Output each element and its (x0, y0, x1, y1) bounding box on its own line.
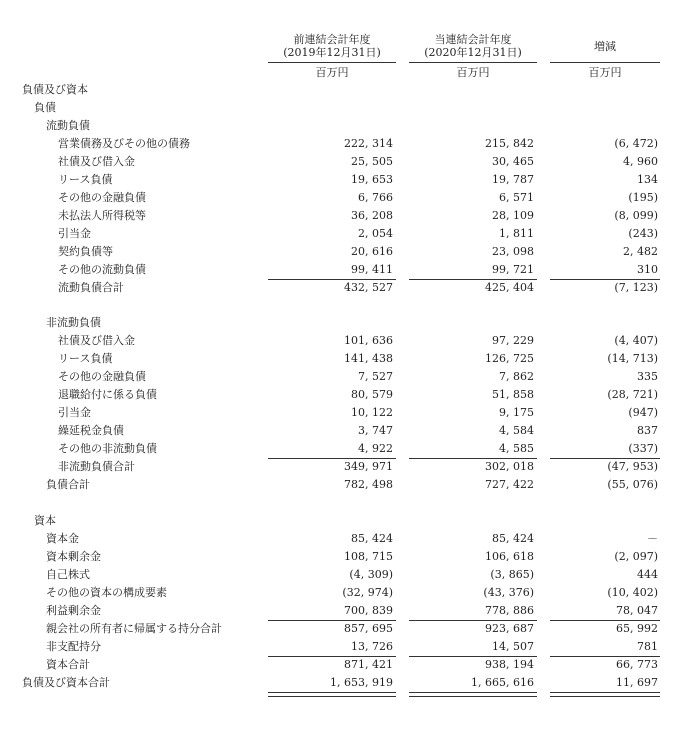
value-change: 837 (637, 424, 658, 437)
row-non-current-liabilities-total (0, 458, 695, 475)
row-label: 負債合計 (46, 478, 90, 491)
value-change: 134 (637, 173, 658, 186)
value-prior: 2, 054 (358, 227, 393, 240)
value-change: 2, 482 (623, 245, 658, 258)
row-label: 退職給付に係る負債 (58, 388, 157, 401)
row-owners-equity-total (0, 620, 695, 637)
value-current: 938, 194 (485, 658, 534, 671)
value-prior: 4, 922 (358, 442, 393, 455)
value-prior: 99, 411 (351, 263, 393, 276)
value-current: 425, 404 (485, 281, 534, 294)
value-current: 28, 109 (492, 209, 534, 222)
value-current: 1, 665, 616 (471, 676, 534, 689)
value-prior: 782, 498 (344, 478, 393, 491)
value-change: 66, 773 (616, 658, 658, 671)
value-current: 302, 018 (485, 460, 534, 473)
value-prior: 700, 839 (344, 604, 393, 617)
value-current: 85, 424 (492, 532, 534, 545)
row-label: その他の金融負債 (58, 370, 146, 383)
row-label: 営業債務及びその他の債務 (58, 137, 190, 150)
header-col3-title: 増減 (594, 40, 616, 53)
value-current: 215, 842 (485, 137, 534, 150)
value-current: 14, 507 (492, 640, 534, 653)
value-current: 23, 098 (492, 245, 534, 258)
row-label: 流動負債 (46, 119, 90, 132)
row-liabilities-and-equity (0, 81, 695, 98)
table-row (0, 153, 695, 170)
row-label: 負債及び資本合計 (22, 676, 110, 689)
row-label: その他の金融負債 (58, 191, 146, 204)
value-change: (6, 472) (614, 137, 658, 150)
value-prior: 36, 208 (351, 209, 393, 222)
value-change: (337) (628, 442, 658, 455)
header-rule-col2 (409, 62, 537, 63)
row-non-current-liabilities (0, 314, 695, 331)
value-prior: 108, 715 (344, 550, 393, 563)
table-row (0, 368, 695, 385)
value-prior: 101, 636 (344, 334, 393, 347)
row-label: 非流動負債合計 (58, 460, 135, 473)
header-col1-date: (2019年12月31日) (283, 46, 381, 59)
header-rule-col1 (268, 62, 396, 63)
value-current: 9, 175 (499, 406, 534, 419)
value-change: 310 (637, 263, 658, 276)
header-col2 (409, 33, 537, 59)
value-change: 78, 047 (616, 604, 658, 617)
row-label: 自己株式 (46, 568, 90, 581)
value-change: － (647, 532, 658, 545)
table-row (0, 350, 695, 367)
row-label: 資本 (34, 514, 56, 527)
value-prior: 222, 314 (344, 137, 393, 150)
table-row (0, 548, 695, 565)
table-row (0, 638, 695, 655)
value-change: (4, 407) (614, 334, 658, 347)
value-change: 4, 960 (623, 155, 658, 168)
table-row (0, 602, 695, 619)
value-current: 7, 862 (499, 370, 534, 383)
row-label: 引当金 (58, 227, 91, 240)
table-row (0, 422, 695, 439)
row-label: 非流動負債 (46, 316, 101, 329)
table-row (0, 261, 695, 278)
unit-col3: 百万円 (588, 66, 622, 79)
value-prior: 871, 421 (344, 658, 393, 671)
value-current: 19, 787 (492, 173, 534, 186)
unit-col1: 百万円 (315, 66, 349, 79)
row-label: 未払法人所得税等 (58, 209, 146, 222)
header-col1 (268, 33, 396, 59)
table-row (0, 440, 695, 457)
table-row (0, 566, 695, 583)
value-prior: 10, 122 (351, 406, 393, 419)
grand-total-double-rule-col1 (268, 692, 396, 697)
table-row (0, 171, 695, 188)
value-prior: 19, 653 (351, 173, 393, 186)
table-row (0, 243, 695, 260)
value-prior: (4, 309) (349, 568, 393, 581)
value-change: (47, 953) (607, 460, 658, 473)
value-prior: (32, 974) (342, 586, 393, 599)
value-current: 126, 725 (485, 352, 534, 365)
row-current-liabilities (0, 117, 695, 134)
value-current: 4, 584 (499, 424, 534, 437)
table-row (0, 189, 695, 206)
row-label: 社債及び借入金 (58, 334, 135, 347)
value-change: (14, 713) (607, 352, 658, 365)
row-label: その他の資本の構成要素 (46, 586, 167, 599)
value-prior: 1, 653, 919 (330, 676, 393, 689)
value-prior: 80, 579 (351, 388, 393, 401)
table-row (0, 332, 695, 349)
header-col2-title: 当連結会計年度 (434, 33, 512, 46)
value-change: (243) (628, 227, 658, 240)
value-current: (3, 865) (490, 568, 534, 581)
row-label: 負債 (34, 101, 56, 114)
value-change: (8, 099) (614, 209, 658, 222)
row-label: 流動負債合計 (58, 281, 124, 294)
row-liabilities (0, 99, 695, 116)
row-label: 契約負債等 (58, 245, 113, 258)
row-label: 資本合計 (46, 658, 90, 671)
value-change: 781 (637, 640, 658, 653)
row-label: 親会社の所有者に帰属する持分合計 (46, 622, 222, 635)
row-label: その他の流動負債 (58, 263, 146, 276)
row-label: 社債及び借入金 (58, 155, 135, 168)
header-col3 (550, 40, 660, 53)
row-liabilities-and-equity-total (0, 674, 695, 691)
row-liabilities-total (0, 476, 695, 493)
header-rule-col3 (550, 62, 660, 63)
row-equity (0, 512, 695, 529)
value-prior: 141, 438 (344, 352, 393, 365)
value-change: (947) (628, 406, 658, 419)
table-row (0, 584, 695, 601)
value-current: 99, 721 (492, 263, 534, 276)
value-current: 4, 585 (499, 442, 534, 455)
value-current: 1, 811 (499, 227, 534, 240)
value-current: 97, 229 (492, 334, 534, 347)
table-row (0, 135, 695, 152)
row-label: 引当金 (58, 406, 91, 419)
row-label: リース負債 (58, 352, 113, 365)
value-current: 778, 886 (485, 604, 534, 617)
table-row (0, 404, 695, 421)
row-label: 非支配持分 (46, 640, 101, 653)
row-label: 負債及び資本 (22, 83, 88, 96)
value-prior: 3, 747 (358, 424, 393, 437)
value-change: (10, 402) (607, 586, 658, 599)
table-row (0, 386, 695, 403)
value-current: 30, 465 (492, 155, 534, 168)
value-prior: 20, 616 (351, 245, 393, 258)
value-change: (28, 721) (607, 388, 658, 401)
value-current: 923, 687 (485, 622, 534, 635)
value-current: 106, 618 (485, 550, 534, 563)
table-row (0, 225, 695, 242)
row-label: その他の非流動負債 (58, 442, 157, 455)
value-prior: 85, 424 (351, 532, 393, 545)
value-change: (195) (628, 191, 658, 204)
value-prior: 432, 527 (344, 281, 393, 294)
table-row (0, 530, 695, 547)
value-current: (43, 376) (483, 586, 534, 599)
grand-total-double-rule-col2 (409, 692, 537, 697)
header-col1-title: 前連結会計年度 (293, 33, 371, 46)
value-current: 727, 422 (485, 478, 534, 491)
value-change: 11, 697 (616, 676, 658, 689)
header-col2-date: (2020年12月31日) (424, 46, 522, 59)
value-current: 51, 858 (492, 388, 534, 401)
value-change: 65, 992 (616, 622, 658, 635)
value-change: (2, 097) (614, 550, 658, 563)
value-prior: 25, 505 (351, 155, 393, 168)
row-label: 利益剰余金 (46, 604, 101, 617)
value-change: (55, 076) (607, 478, 658, 491)
value-prior: 857, 695 (344, 622, 393, 635)
value-change: 335 (637, 370, 658, 383)
value-prior: 7, 527 (358, 370, 393, 383)
value-current: 6, 571 (499, 191, 534, 204)
row-label: 資本剰余金 (46, 550, 101, 563)
value-prior: 13, 726 (351, 640, 393, 653)
row-label: 繰延税金負債 (58, 424, 124, 437)
row-equity-total (0, 656, 695, 673)
row-current-liabilities-total (0, 279, 695, 296)
value-change: (7, 123) (614, 281, 658, 294)
row-label: 資本金 (46, 532, 79, 545)
row-label: リース負債 (58, 173, 113, 186)
unit-col2: 百万円 (456, 66, 490, 79)
table-row (0, 207, 695, 224)
grand-total-double-rule-col3 (550, 692, 660, 697)
value-prior: 349, 971 (344, 460, 393, 473)
value-change: 444 (637, 568, 658, 581)
value-prior: 6, 766 (358, 191, 393, 204)
